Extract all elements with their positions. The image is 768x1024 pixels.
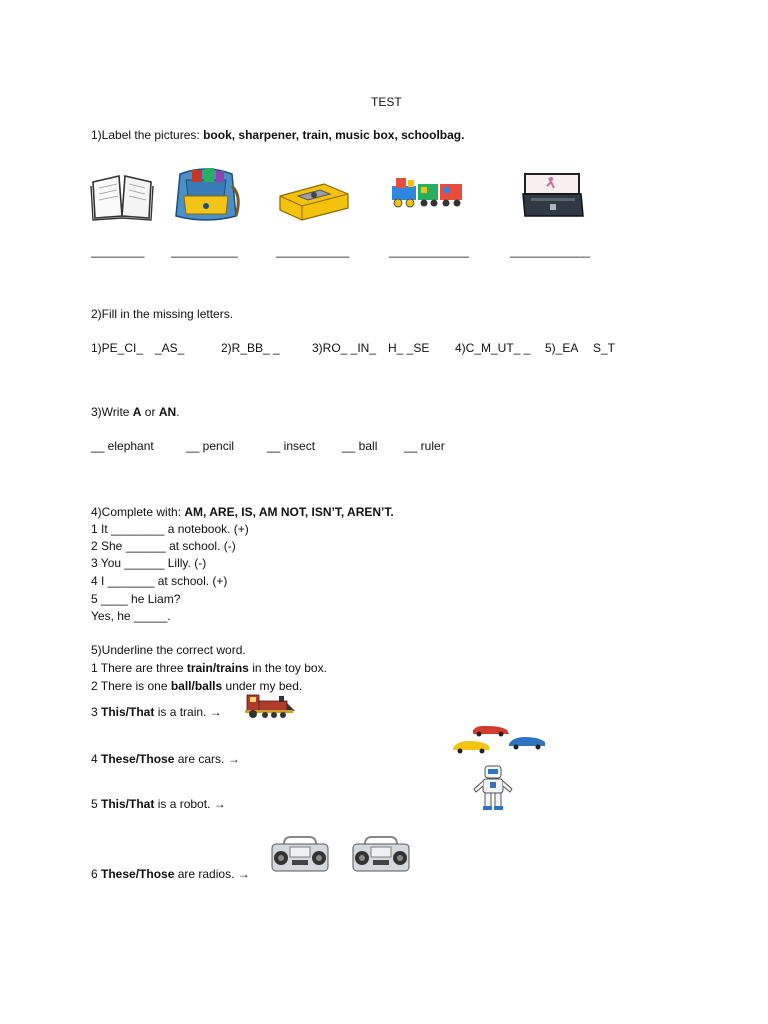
schoolbag-icon (170, 166, 242, 224)
toy-cars-icon (451, 724, 547, 760)
article-item-elephant: __ elephant (91, 439, 154, 453)
line-5-post: is a robot. → (154, 797, 226, 811)
underline-line-3 (91, 705, 222, 720)
line-4-pre: 4 (91, 752, 102, 766)
underline-line-5 (91, 797, 226, 812)
line-3-pre: 3 (91, 705, 102, 719)
complete-line-5: 5 ____ he Liam? (91, 592, 181, 606)
page-title: TEST (371, 95, 402, 109)
line-3-post: is a train. → (154, 705, 222, 719)
article-item-ruler: __ ruler (404, 439, 445, 453)
line-6-post: are radios. → (174, 867, 250, 881)
line-6-pre: 6 (91, 867, 102, 881)
article-item-ball: __ ball (342, 439, 378, 453)
underline-line-1 (91, 661, 327, 676)
exercise-3-instruction (91, 405, 180, 420)
complete-line-1: 1 It ________ a notebook. (+) (91, 522, 249, 536)
complete-line-2: 2 She ______ at school. (-) (91, 539, 236, 553)
underline-line-6 (91, 867, 250, 882)
label-blank-3[interactable]: ___________ (276, 244, 350, 258)
exercise-4-instruction (91, 505, 394, 520)
article-item-insect: __ insect (267, 439, 316, 453)
line-4-choice[interactable]: These/Those (101, 752, 175, 766)
exercise-2-instruction: 2)Fill in the missing letters. (91, 307, 234, 321)
line-2-choice[interactable]: ball/balls (170, 679, 223, 693)
label-blank-2[interactable]: __________ (171, 244, 238, 258)
underline-line-4 (91, 752, 240, 767)
label-blank-4[interactable]: ____________ (389, 244, 470, 258)
line-1-pre: 1 There are three (91, 661, 187, 675)
line-5-choice[interactable]: This/That (101, 797, 155, 811)
missing-letters-word-4: 4)C_M_UT_ _ (455, 341, 531, 355)
missing-letters-word-1a: 1)PE_CI_ (91, 341, 144, 355)
line-2-post: under my bed. (222, 679, 303, 693)
line-6-choice[interactable]: These/Those (101, 867, 175, 881)
toy-train-icon (243, 693, 297, 719)
exercise-4-word-list: AM, ARE, IS, AM NOT, ISN’T, AREN’T. (184, 505, 394, 519)
option-a: A (132, 405, 142, 419)
exercise-1-word-list: book, sharpener, train, music box, schoolbag. (203, 128, 465, 142)
robot-icon (470, 765, 516, 811)
toy-train-icon (388, 174, 468, 210)
exercise-5-instruction: 5)Underline the correct word. (91, 643, 246, 657)
option-or: or (141, 405, 159, 419)
complete-line-6: Yes, he _____. (91, 609, 171, 623)
line-1-post: in the toy box. (248, 661, 327, 675)
exercise-1-instruction (91, 128, 464, 143)
complete-line-4: 4 I _______ at school. (+) (91, 574, 228, 588)
exercise-1-prompt: 1)Label the pictures: (91, 128, 204, 142)
option-an: AN (158, 405, 177, 419)
exercise-3-dot: . (176, 405, 180, 419)
book-icon (89, 168, 155, 222)
line-4-post: are cars. → (174, 752, 240, 766)
exercise-4-prompt: 4)Complete with: (91, 505, 185, 519)
missing-letters-word-5b: S_T (593, 341, 616, 355)
complete-line-3: 3 You ______ Lilly. (-) (91, 556, 207, 570)
line-3-choice[interactable]: This/That (101, 705, 155, 719)
line-5-pre: 5 (91, 797, 102, 811)
underline-line-2 (91, 679, 302, 694)
missing-letters-word-2: 2)R_BB_ _ (221, 341, 280, 355)
line-1-choice[interactable]: train/trains (186, 661, 249, 675)
radio-icon (270, 836, 330, 872)
missing-letters-word-5a: 5)_EA (545, 341, 579, 355)
sharpener-icon (278, 178, 350, 222)
music-box-icon (521, 170, 585, 220)
missing-letters-word-3b: H_ _SE (388, 341, 430, 355)
missing-letters-word-3a: 3)RO_ _IN_ (312, 341, 377, 355)
label-blank-1[interactable]: ________ (91, 244, 145, 258)
article-item-pencil: __ pencil (186, 439, 235, 453)
missing-letters-word-1b: _AS_ (155, 341, 185, 355)
exercise-3-prompt: 3)Write (91, 405, 133, 419)
line-2-pre: 2 There is one (91, 679, 171, 693)
radio-icon (351, 836, 411, 872)
label-blank-5[interactable]: ____________ (510, 244, 591, 258)
